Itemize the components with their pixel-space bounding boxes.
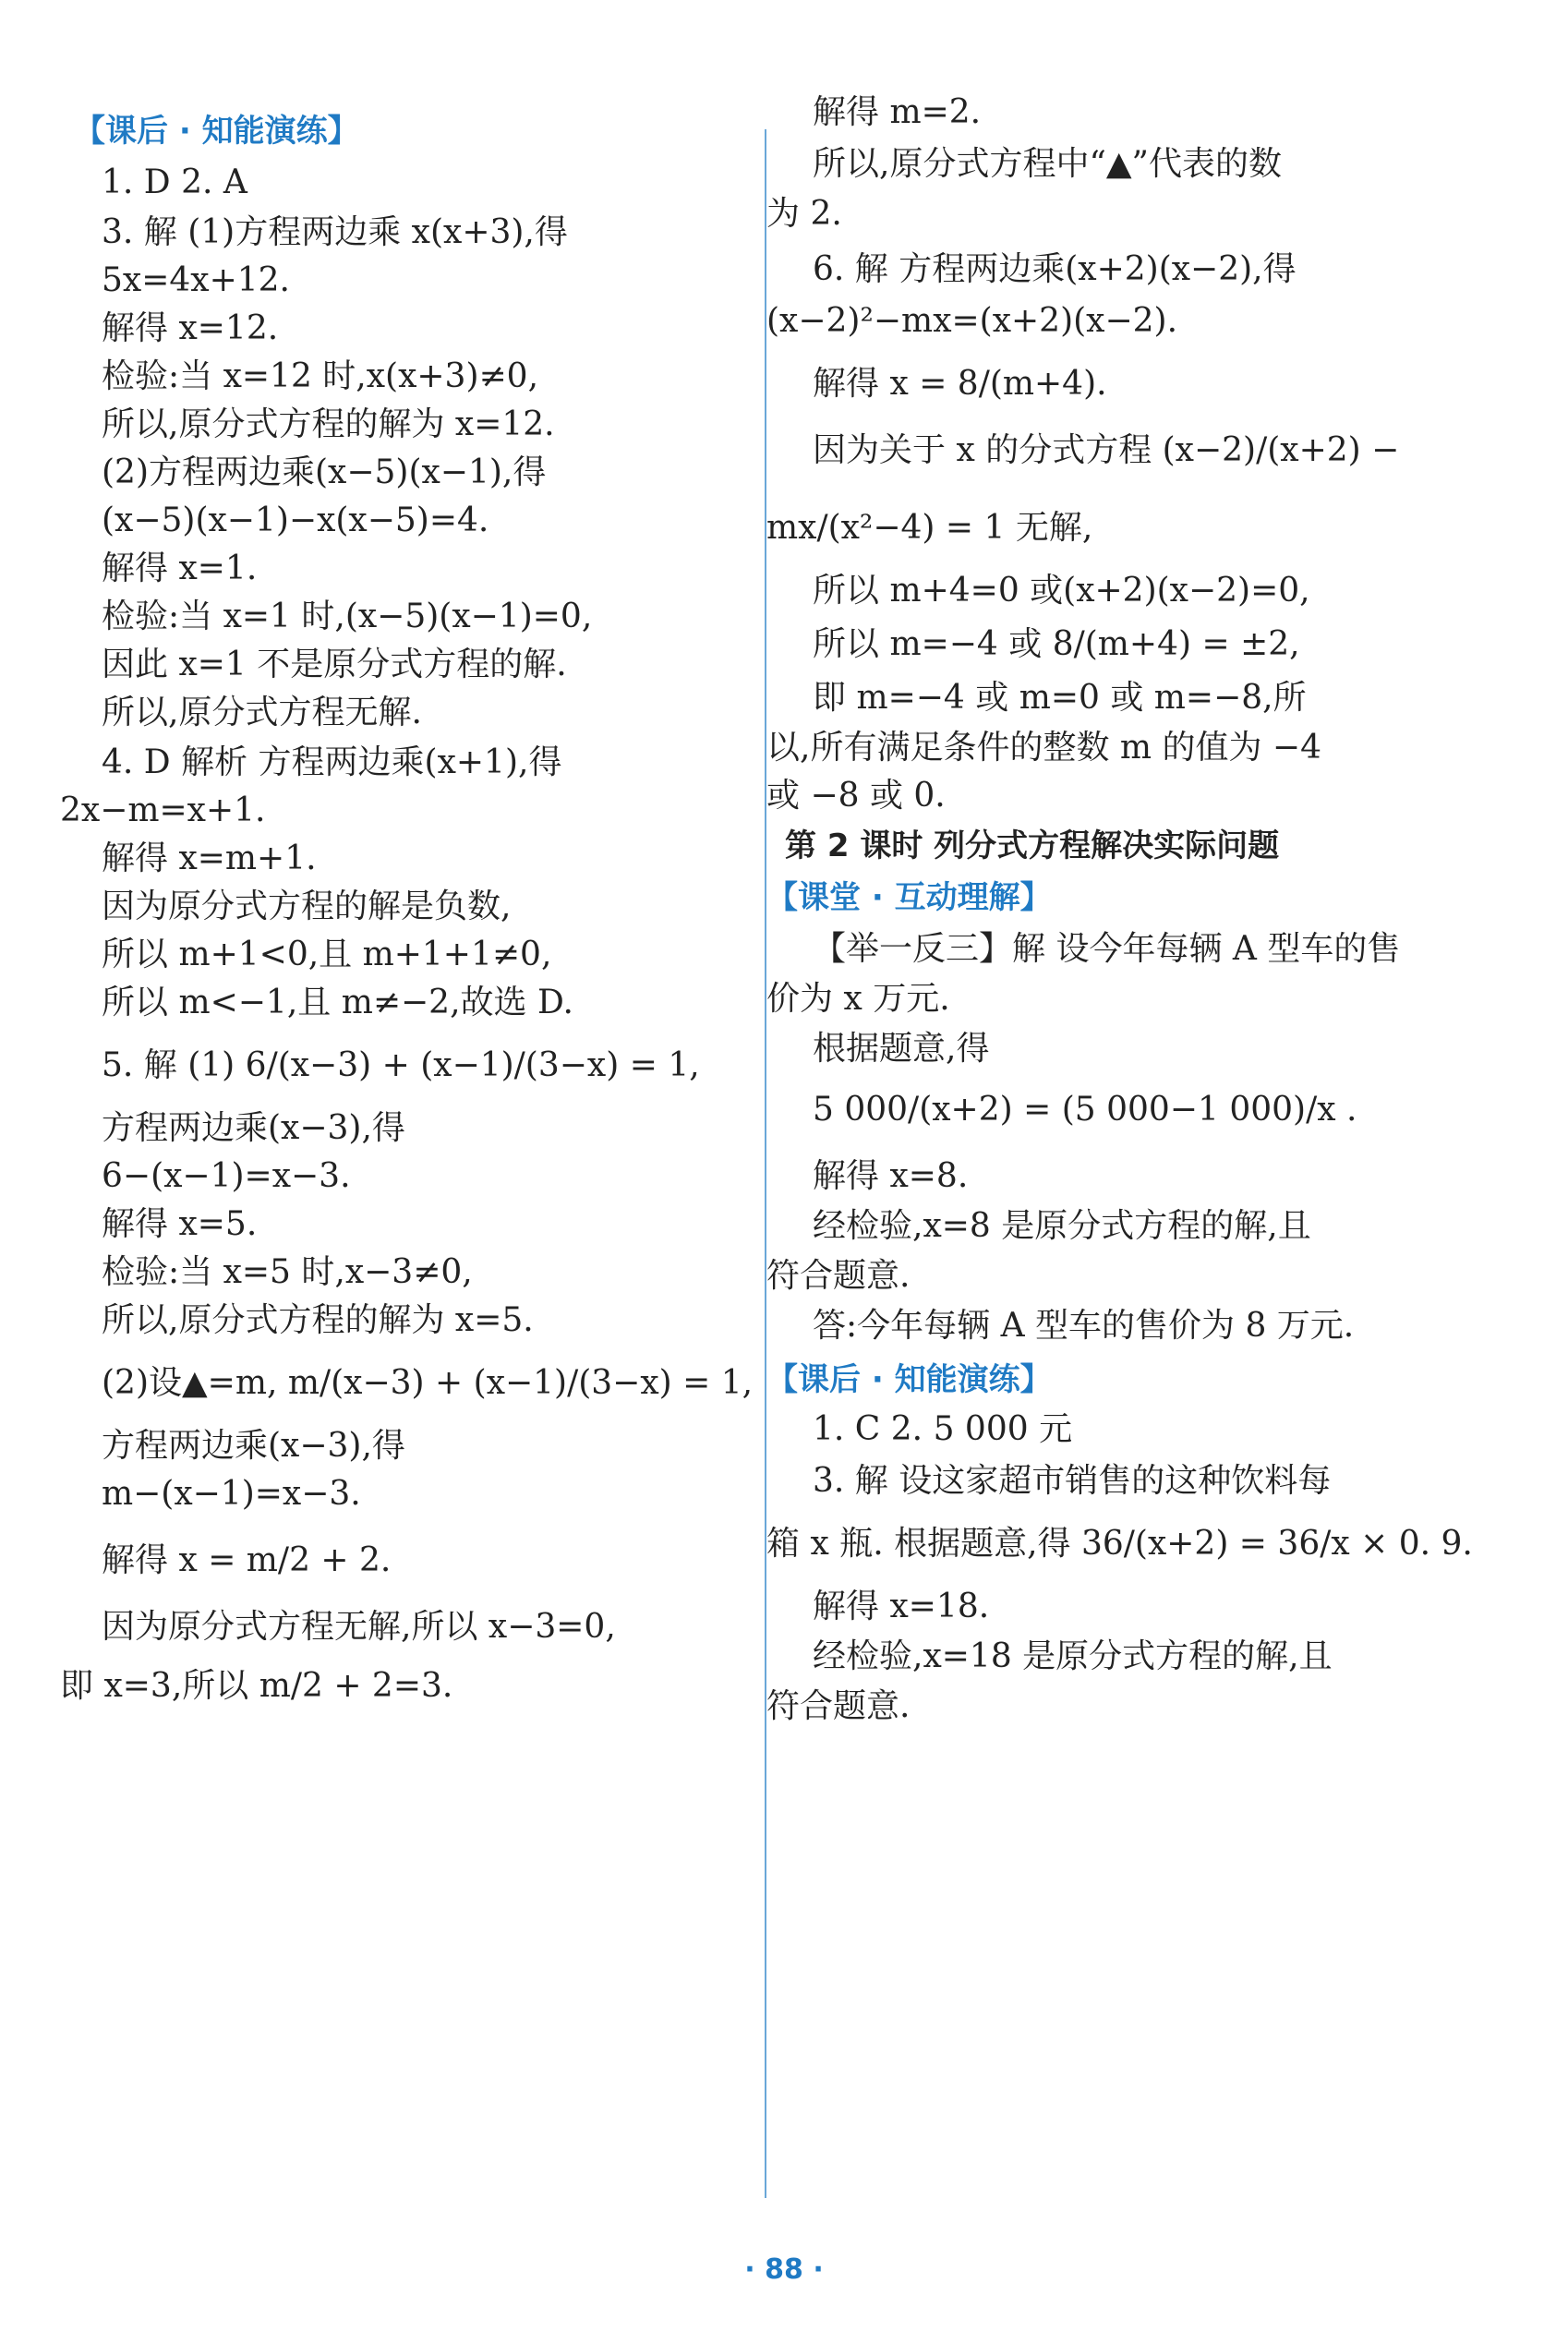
right-line-27: 解得 x=18. <box>813 1588 990 1625</box>
left-line-24: 所以,原分式方程的解为 x=5. <box>102 1301 534 1339</box>
right-line-8: 所以 m+4=0 或(x+2)(x−2)=0, <box>813 572 1310 610</box>
right-line-11: 以,所有满足条件的整数 m 的值为 −4 <box>766 729 1321 767</box>
left-line-20: 方程两边乘(x−3),得 <box>102 1109 405 1147</box>
left-line-10: 检验:当 x=1 时,(x−5)(x−1)=0, <box>102 598 593 635</box>
left-line-7: (2)方程两边乘(x−5)(x−1),得 <box>102 453 547 491</box>
right-line-3: 6. 解 方程两边乘(x+2)(x−2),得 <box>813 250 1297 288</box>
right-line-20: 经检验,x=8 是原分式方程的解,且 <box>813 1207 1311 1245</box>
right-line-10: 即 m=−4 或 m=0 或 m=−8,所 <box>813 679 1307 717</box>
right-line-19: 解得 x=8. <box>813 1157 969 1195</box>
left-line-19: 5. 解 (1) 6/(x−3) + (x−1)/(3−x) = 1, <box>102 1046 700 1084</box>
left-line-26: 方程两边乘(x−3),得 <box>102 1427 405 1465</box>
right-line-26: 箱 x 瓶. 根据题意,得 36/(x+2) = 36/x × 0. 9. <box>766 1525 1473 1563</box>
left-line-8: (x−5)(x−1)−x(x−5)=4. <box>102 501 489 539</box>
right-line-6: 因为关于 x 的分式方程 (x−2)/(x+2) − <box>813 431 1400 469</box>
right-line-18: 5 000/(x+2) = (5 000−1 000)/x . <box>813 1091 1357 1129</box>
left-line-4: 解得 x=12. <box>102 309 279 347</box>
right-line-21: 符合题意. <box>766 1257 911 1295</box>
right-line-13: 第 2 课时 列分式方程解决实际问题 <box>785 827 1280 864</box>
right-line-4: (x−2)²−mx=(x+2)(x−2). <box>766 302 1178 340</box>
left-line-29: 因为原分式方程无解,所以 x−3=0, <box>102 1608 616 1646</box>
right-line-12: 或 −8 或 0. <box>766 777 946 815</box>
right-line-2: 为 2. <box>766 195 842 233</box>
page-number: · 88 · <box>744 2253 824 2286</box>
right-line-9: 所以 m=−4 或 8/(m+4) = ±2, <box>813 625 1300 663</box>
left-line-23: 检验:当 x=5 时,x−3≠0, <box>102 1253 473 1291</box>
left-line-3: 5x=4x+12. <box>102 261 290 299</box>
right-line-1: 所以,原分式方程中“▲”代表的数 <box>813 145 1282 183</box>
column-divider <box>765 129 766 2198</box>
right-line-16: 价为 x 万元. <box>766 980 950 1018</box>
right-line-28: 经检验,x=18 是原分式方程的解,且 <box>813 1637 1333 1675</box>
left-line-18: 所以 m<−1,且 m≠−2,故选 D. <box>102 984 573 1021</box>
right-line-15: 【举一反三】解 设今年每辆 A 型车的售 <box>813 930 1401 968</box>
left-line-6: 所以,原分式方程的解为 x=12. <box>102 405 555 443</box>
right-line-24: 1. C 2. 5 000 元 <box>813 1410 1073 1448</box>
left-line-16: 因为原分式方程的解是负数, <box>102 888 512 925</box>
left-line-27: m−(x−1)=x−3. <box>102 1475 361 1513</box>
right-line-5: 解得 x = 8/(m+4). <box>813 365 1107 403</box>
left-line-1: 1. D 2. A <box>102 163 247 201</box>
left-line-12: 所以,原分式方程无解. <box>102 694 422 731</box>
left-line-0: 【课后 · 知能演练】 <box>74 113 359 150</box>
left-line-11: 因此 x=1 不是原分式方程的解. <box>102 646 567 683</box>
right-line-25: 3. 解 设这家超市销售的这种饮料每 <box>813 1462 1332 1500</box>
left-line-9: 解得 x=1. <box>102 550 258 587</box>
left-line-14: 2x−m=x+1. <box>60 791 266 829</box>
right-line-29: 符合题意. <box>766 1687 911 1725</box>
left-line-2: 3. 解 (1)方程两边乘 x(x+3),得 <box>102 213 568 251</box>
left-line-21: 6−(x−1)=x−3. <box>102 1157 351 1195</box>
left-line-28: 解得 x = m/2 + 2. <box>102 1541 392 1579</box>
right-line-0: 解得 m=2. <box>813 93 982 131</box>
left-line-22: 解得 x=5. <box>102 1205 258 1243</box>
left-line-30: 即 x=3,所以 m/2 + 2=3. <box>60 1667 453 1705</box>
right-line-7: mx/(x²−4) = 1 无解, <box>766 509 1093 547</box>
left-line-5: 检验:当 x=12 时,x(x+3)≠0, <box>102 357 539 395</box>
left-line-25: (2)设▲=m, m/(x−3) + (x−1)/(3−x) = 1, <box>102 1364 754 1402</box>
right-line-22: 答:今年每辆 A 型车的售价为 8 万元. <box>813 1307 1355 1345</box>
right-line-14: 【课堂 · 互动理解】 <box>766 879 1052 916</box>
left-line-15: 解得 x=m+1. <box>102 839 317 877</box>
right-line-23: 【课后 · 知能演练】 <box>766 1361 1052 1398</box>
left-line-13: 4. D 解析 方程两边乘(x+1),得 <box>102 743 562 781</box>
left-line-17: 所以 m+1<0,且 m+1+1≠0, <box>102 936 552 973</box>
right-line-17: 根据题意,得 <box>813 1030 990 1068</box>
